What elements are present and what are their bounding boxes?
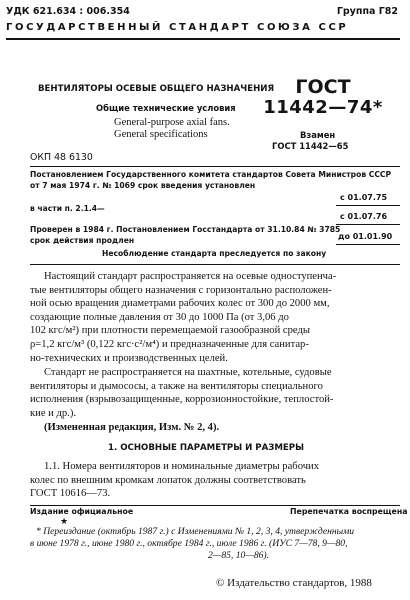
legal-warning: Несоблюдение стандарта преследуется по закону [102,249,327,258]
standard-banner: ГОСУДАРСТВЕННЫЙ СТАНДАРТ СОЮЗА ССР [6,22,349,33]
english-title-1: General-purpose axial fans. [114,117,230,128]
paragraph-line: ГОСТ 10616—73. [30,488,111,500]
paragraph-line: колес по внешним кромкам лопаток должны соответствовать [30,474,306,486]
decree-line-2: от 7 мая 1974 г. № 1069 срок введения установлен [30,181,256,190]
document-subtitle: Общие технические условия [96,103,236,113]
paragraph-scope [30,270,400,365]
paragraph-exclusions [30,366,400,420]
paragraph-line: но-технических и производственных целей. [30,352,228,364]
paragraph-line: Стандарт не распространяется на шахтные, котельные, судовые [44,367,332,378]
replaces-value: ГОСТ 11442—65 [272,141,349,151]
header-rule [6,38,400,40]
paragraph-line: ρ=1,2 кгс/м³ (0,122 кгс·с²/м⁴) и предназначенные для санитар- [30,338,309,350]
decree-line-1: Постановлением Государственного комитета стандартов Совета Министров СССР [30,170,392,179]
date-rule-3 [336,244,400,245]
reissue-note [30,526,400,562]
effective-date-2: с 01.07.76 [340,212,388,221]
section-title: 1. ОСНОВНЫЕ ПАРАМЕТРЫ И РАЗМЕРЫ [108,443,304,453]
paragraph-line: тые вентиляторы общего назначения с горизонтально расположен- [30,284,332,296]
group-code: Группа Г82 [336,6,398,17]
date-rule-2 [336,224,400,225]
note-line: в июне 1978 г., июне 1980 г., октябре 1984 г., июле 1986 г. (ИУС 7—78, 9—80, [30,538,348,549]
date-rule-1 [336,205,400,206]
decree-bottom-rule [30,264,400,265]
effective-date-1: с 01.07.75 [340,193,388,202]
replaces-label: Взамен [300,130,336,140]
validity-date: до 01.01.90 [338,232,393,241]
paragraph-line: исполнения (взрывозащищенные, коррозионностойкие, теплостой- [30,394,334,406]
paragraph-line: Настоящий стандарт распространяется на осевые одноступенча- [44,271,337,282]
paragraph-1-1 [30,460,400,501]
gost-label: ГОСТ [295,76,351,98]
paragraph-line: ной осью вращения диаметрами рабочих колес от 300 до 2000 мм, [30,298,330,310]
paragraph-line: вентиляторы и дымососы, а также на вентиляторы специального [30,380,323,392]
part-label: в части п. 2.1.4— [30,204,105,213]
paragraph-line: 1.1. Номера вентиляторов и номинальные диаметры рабочих [44,461,320,472]
udk-code: УДК 621.634 : 006.354 [6,6,130,17]
paragraph-line: кие и др.). [30,407,76,419]
check-line-2: срок действия продлен [30,236,135,245]
amendment-note: (Измененная редакция, Изм. № 2, 4). [44,422,220,433]
english-title-2: General specifications [114,129,208,140]
note-line: 2—85, 10—86). [208,550,270,561]
paragraph-line: создающие полные давления от 30 до 1000 Па (от 3,06 до [30,311,289,323]
gost-number: 11442—74* [263,97,383,118]
copyright: © Издательство стандартов, 1988 [216,577,372,589]
official-edition: Издание официальное [30,507,134,516]
decree-top-rule [30,166,400,167]
check-line-1: Проверен в 1984 г. Постановлением Госстандарта от 31.10.84 № 3785 [30,225,341,234]
footer-rule [30,505,400,506]
okp-code: ОКП 48 6130 [30,152,93,163]
star-mark: ★ [60,516,69,526]
paragraph-line: 102 кгс/м²) при плотности перемещаемой газообразной среды [30,325,310,337]
document-title: ВЕНТИЛЯТОРЫ ОСЕВЫЕ ОБЩЕГО НАЗНАЧЕНИЯ [38,84,275,94]
note-line: * Переиздание (октябрь 1987 г.) с Изменениями № 1, 2, 3, 4, утвержденными [36,526,355,537]
reprint-prohibited: Перепечатка воспрещена [290,507,408,516]
